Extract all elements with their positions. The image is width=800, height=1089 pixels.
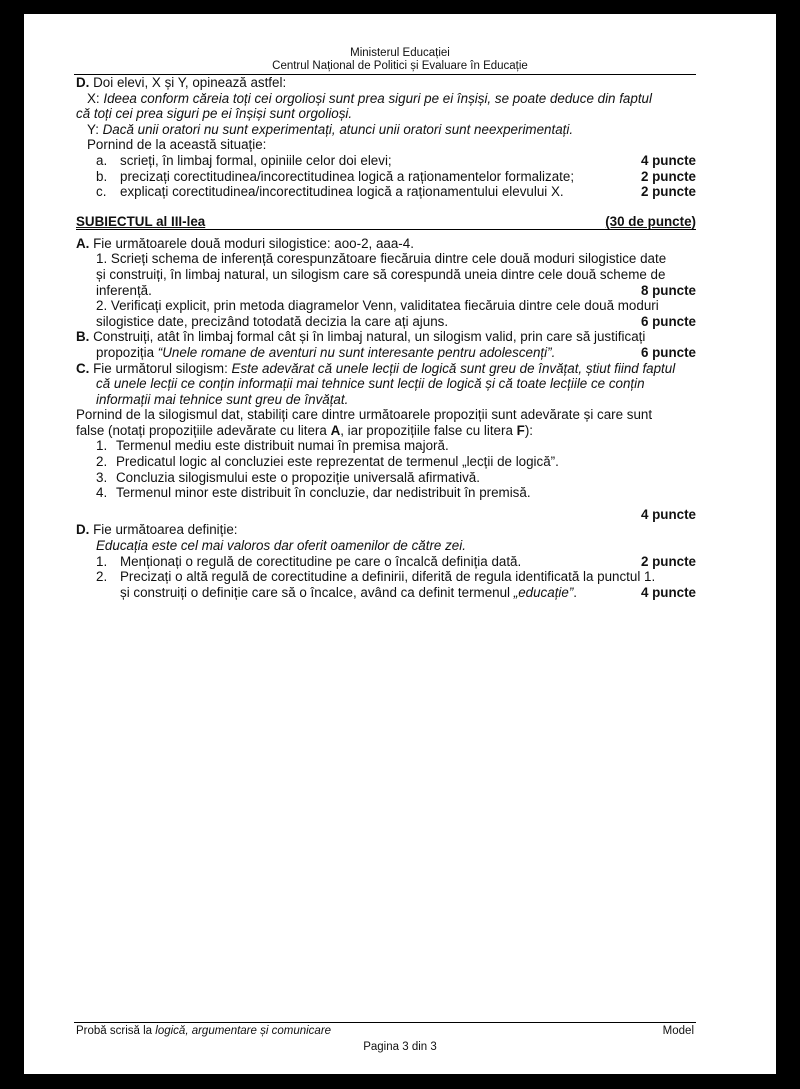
- item-d-definition-intro: D. Fie următoarea definiție:: [76, 522, 238, 538]
- item-c-line1: C. Fie următorul silogism: Este adevărat că unele lecții de logică sunt greu de învățat, știut fiind faptul: [76, 360, 676, 376]
- document-page: [24, 14, 776, 1074]
- student-x-opinion: X: Ideea conform căreia toți cei orgolioși sunt prea siguri pe ei înșiși, se poate deduce din faptul: [87, 90, 652, 106]
- item-a2-line2: silogistice date, precizând totodată decizia la care ați ajuns. 6 puncte: [96, 313, 696, 329]
- item-d2-line1: Precizați o altă regulă de corectitudine a definirii, diferită de regula identificată la punctul 1.: [120, 569, 656, 585]
- item-c-points: 4 puncte: [640, 506, 696, 522]
- situation-lead: Pornind de la această situație:: [87, 137, 267, 153]
- proposition-4: 4. Termenul minor este distribuit în concluzie, dar nedistribuit în premisă.: [96, 485, 531, 501]
- item-a1-line3: inferență. 8 puncte: [96, 282, 696, 298]
- item-a-intro: A. Fie următoarele două moduri silogistice: aoo-2, aaa-4.: [76, 235, 414, 251]
- footer-exam-name: Probă scrisă la logică, argumentare și comunicare: [76, 1025, 332, 1037]
- task-b: b. precizați corectitudinea/incorectitudinea logică a raționamentelor formalizate; 2 puncte: [96, 168, 696, 184]
- item-d1: 1. Menționați o regulă de corectitudine pe care o încalcă definiția dată. 2 puncte: [96, 553, 696, 569]
- student-x-opinion-cont: că toți cei prea siguri pe ei înșiși sunt orgolioși.: [76, 106, 353, 122]
- definition-text: Educația este cel mai valoros dar oferit oamenilor de către zei.: [96, 538, 466, 554]
- proposition-3: 3. Concluzia silogismului este o propoziție universală afirmativă.: [96, 469, 480, 485]
- item-a2-line1: 2. Verificați explicit, prin metoda diagramelor Venn, validitatea fiecăruia dintre cele două moduri: [96, 298, 659, 314]
- proposition-2: 2. Predicatul logic al concluziei este reprezentat de termenul „lecții de logică”.: [96, 454, 559, 470]
- header-center: Centrul Național de Politici și Evaluare în Educație: [272, 60, 528, 72]
- item-c-instruction: Pornind de la silogismul dat, stabiliți care dintre următoarele propoziții sunt adevărate și care sunt: [76, 407, 653, 423]
- student-y-opinion: Y: Dacă unii oratori nu sunt experimentați, atunci unii oratori sunt neexperimentați.: [87, 121, 574, 137]
- task-a: a. scrieți, în limbaj formal, opiniile celor doi elevi; 4 puncte: [96, 152, 696, 168]
- item-c-instruction-cont: false (notați propozițiile adevărate cu litera A, iar propozițiile false cu litera F):: [76, 422, 533, 438]
- item-a1-line2: și construiți, în limbaj natural, un silogism care să corespundă uneia dintre cele două scheme de: [96, 266, 666, 282]
- task-c: c. explicați corectitudinea/incorectitudinea logică a raționamentului elevului X. 2 puncte: [96, 184, 696, 200]
- item-d2: 2. Precizați o altă regulă de corectitudine a definirii, diferită de regula identificată la punctul 1. și construiți o definiție care să o încalce, având ca definit termenul „educație”. 4 puncte: [96, 569, 696, 600]
- proposition-1: 1. Termenul mediu este distribuit numai în premisa majoră.: [96, 438, 449, 454]
- footer-model-label: Model: [662, 1025, 694, 1037]
- section-title-subject-3: SUBIECTUL al III-lea (30 de puncte): [76, 213, 696, 229]
- item-a1-line1: 1. Scrieți schema de inferență corespunzătoare fiecăruia dintre cele două moduri silogistice date: [96, 251, 667, 267]
- item-c-line2: că unele lecții ce conțin informații mai tehnice sunt lecții de logică și că toate lecțiile ce conțin: [96, 376, 645, 392]
- item-b-line2: propoziția “Unele romane de aventuri nu sunt interesante pentru adolescenți”. 6 puncte: [96, 344, 696, 360]
- document-body: [76, 75, 696, 600]
- item-c-line3: informații mai tehnice sunt greu de învățat.: [96, 391, 349, 407]
- footer-page-number: Pagina 3 din 3: [363, 1041, 437, 1053]
- page-header: [24, 47, 776, 73]
- footer-divider: [74, 1022, 696, 1023]
- item-b-line1: B. Construiți, atât în limbaj formal cât și în limbaj natural, un silogism valid, prin care să justificați: [76, 329, 646, 345]
- item-d-intro: D. Doi elevi, X și Y, opinează astfel:: [76, 75, 287, 90]
- header-ministry: Ministerul Educației: [350, 47, 450, 59]
- item-d2-line2: și construiți o definiție care să o încalce, având ca definit termenul „educație”. 4 puncte: [120, 584, 696, 600]
